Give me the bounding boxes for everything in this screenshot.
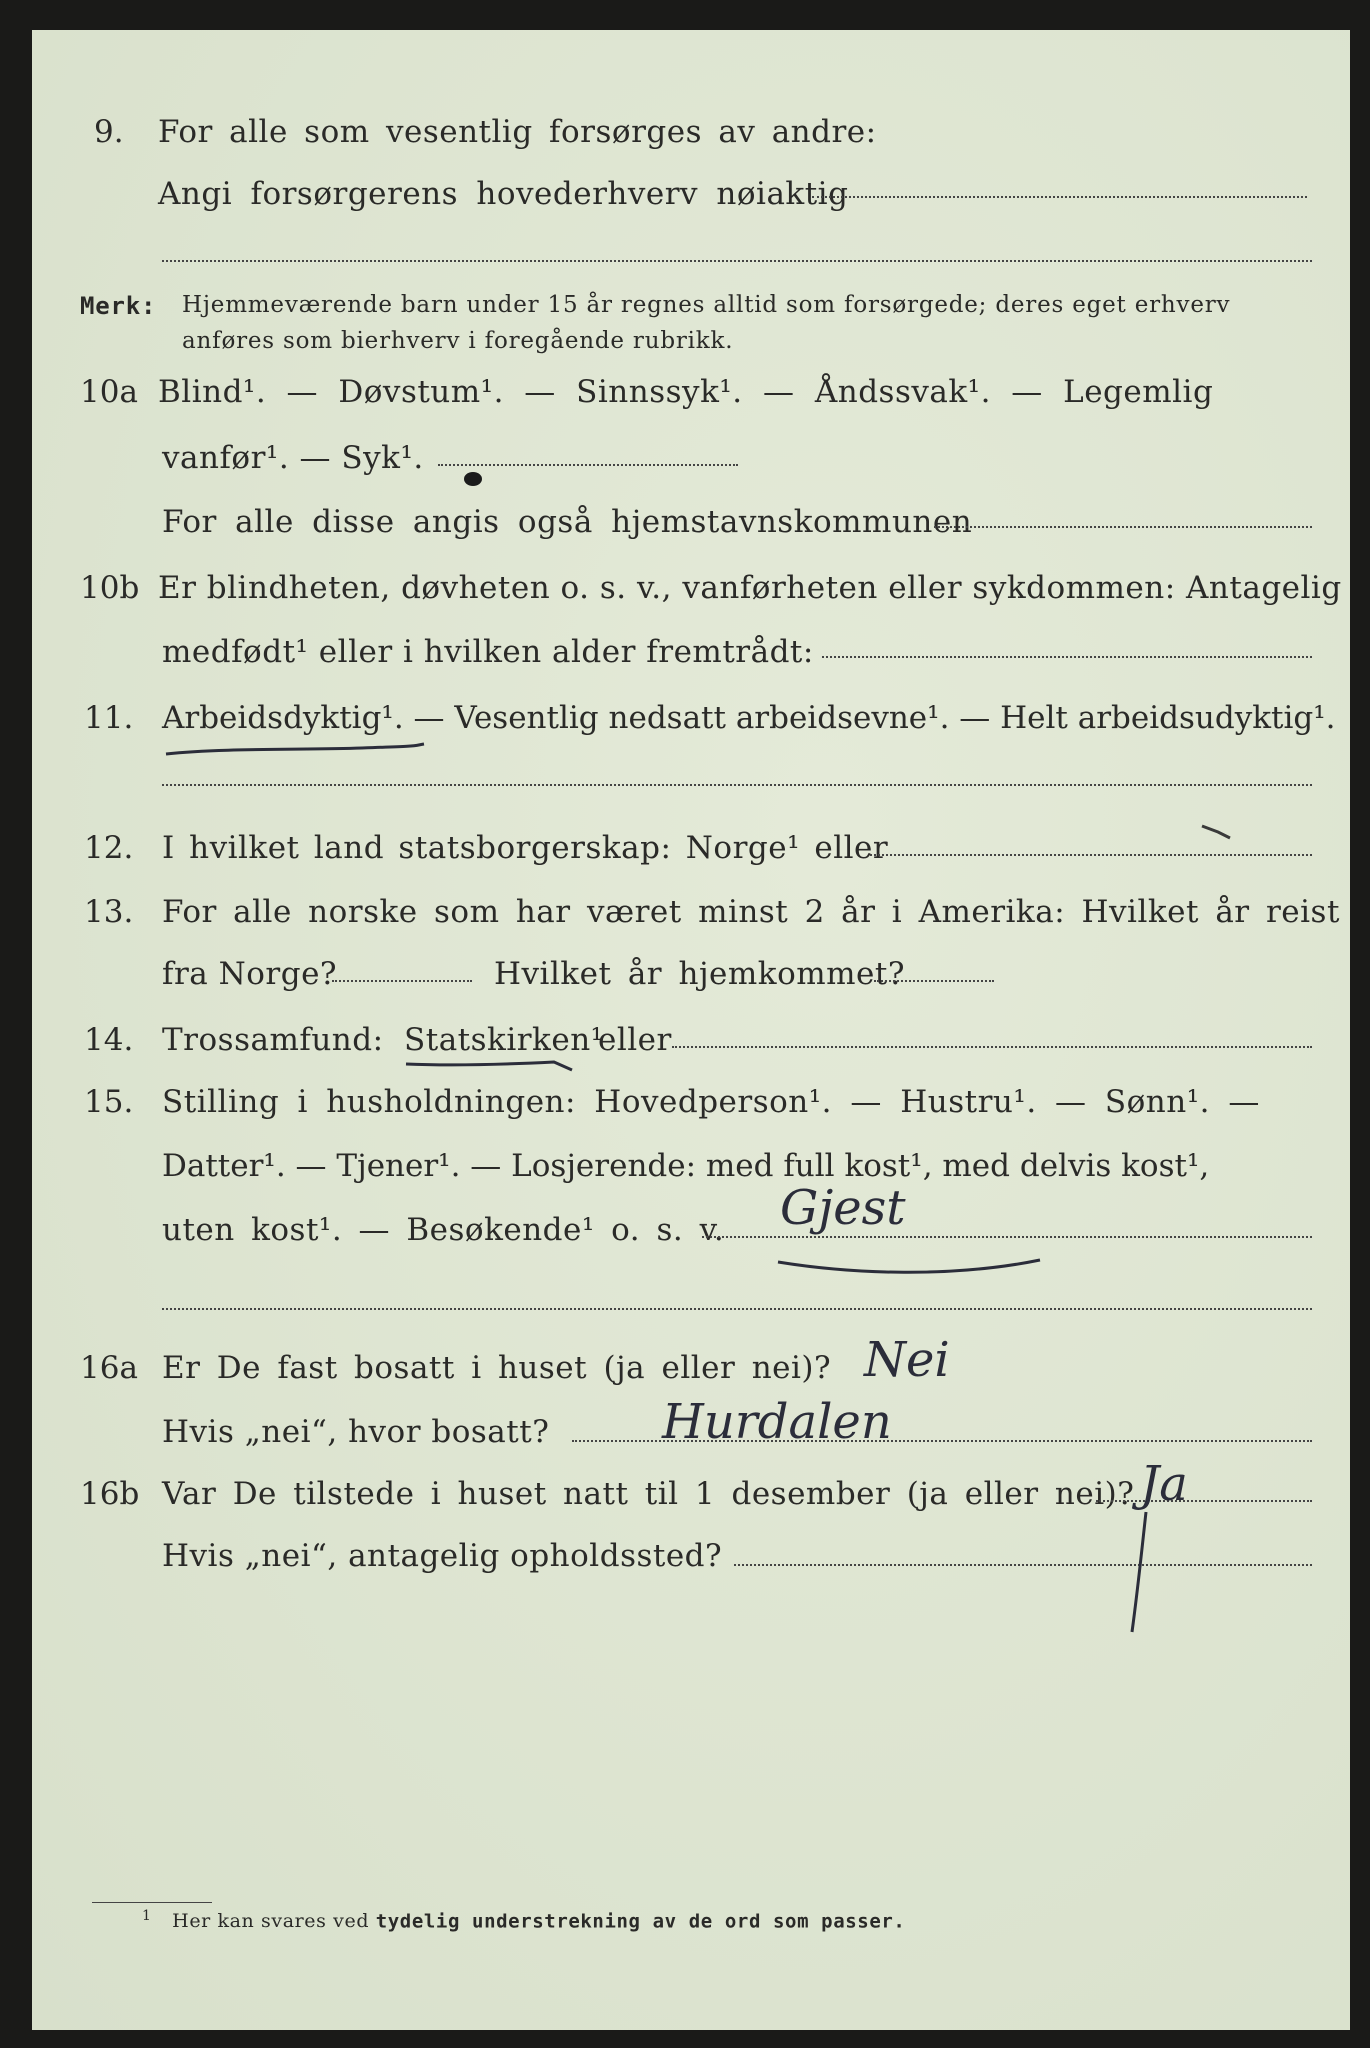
q10a-line1: Blind¹. — Døvstum¹. — Sinnssyk¹. — Åndssvak¹. — Legemlig: [158, 374, 1214, 410]
q15-handwritten-answer: Gjest: [780, 1180, 906, 1236]
q16b-ophold-answer: [734, 1564, 1312, 1566]
q10b-line1: Er blindheten, døvheten o. s. v., vanførheten eller sykdommen: Antagelig: [158, 570, 1342, 606]
q12-ink-tick: [1198, 820, 1238, 844]
q11-line1: Arbeidsdyktig¹. — Vesentlig nedsatt arbeidsevne¹. — Helt arbeidsudyktig¹.: [162, 700, 1336, 736]
q15-line1: Stilling i husholdningen: Hovedperson¹. — Hustru¹. — Sønn¹. —: [162, 1084, 1260, 1120]
q9-line1: For alle som vesentlig forsørges av andre:: [158, 114, 877, 150]
q10b-number: 10b: [80, 570, 140, 606]
q16b-line2: Hvis „nei“, antagelig opholdssted?: [162, 1538, 723, 1574]
q16a-line2: Hvis „nei“, hvor bosatt?: [162, 1414, 550, 1450]
q9-number: 9.: [94, 114, 124, 150]
q14-statskirken: Statskirken¹: [404, 1022, 604, 1058]
q9-line2: Angi forsørgerens hovederhverv nøiaktig: [158, 176, 849, 212]
q10b-line2: medfødt¹ eller i hvilken alder fremtrådt:: [162, 634, 814, 670]
q16a-line1: Er De fast bosatt i huset (ja eller nei)?: [162, 1350, 832, 1386]
q14-label: Trossamfund:: [162, 1022, 384, 1058]
footnote: [142, 1908, 905, 1932]
q15-answer-line: [702, 1236, 1312, 1238]
q13-line2a: fra Norge?: [162, 956, 338, 992]
ink-blot: [464, 472, 482, 486]
q16a-number: 16a: [80, 1350, 138, 1386]
q16b-number: 16b: [80, 1476, 140, 1512]
q13-reist-answer: [332, 980, 472, 982]
q14-handwritten-underline: [404, 1056, 584, 1076]
merk-line1: Hjemmeværende barn under 15 år regnes alltid som forsørgede; deres eget erhverv: [182, 292, 1231, 318]
q9-extra-line: [162, 260, 1312, 262]
q15-line3: uten kost¹. — Besøkende¹ o. s. v.: [162, 1212, 725, 1248]
q10a-line2: vanfør¹. — Syk¹.: [162, 440, 424, 476]
footnote-mark: 1: [142, 1908, 152, 1924]
q15-extra-line: [162, 1308, 1312, 1310]
footnote-bold-text: tydelig understrekning av de ord som passer.: [375, 1910, 906, 1933]
q13-number: 13.: [84, 894, 134, 930]
q16a-handwritten-place: Hurdalen: [662, 1394, 892, 1450]
q15-handwritten-stroke: [772, 1250, 1052, 1290]
q12-answer-line: [870, 854, 1312, 856]
q14-number: 14.: [84, 1022, 134, 1058]
census-form-page: [32, 30, 1350, 2030]
merk-label: Merk:: [80, 292, 157, 320]
q10b-answer-line: [822, 656, 1312, 658]
q16b-answer-line: [1096, 1500, 1312, 1502]
q11-number: 11.: [84, 700, 134, 736]
q11-handwritten-underline: [162, 740, 432, 764]
q15-number: 15.: [84, 1084, 134, 1120]
q15-line2: Datter¹. — Tjener¹. — Losjerende: med full kost¹, med delvis kost¹,: [162, 1148, 1210, 1184]
q9-answer-line: [812, 196, 1307, 198]
q14-answer-line: [672, 1046, 1312, 1048]
q13-line1: For alle norske som har været minst 2 år i Amerika: Hvilket år reist: [162, 894, 1340, 930]
q16b-handwritten-stroke: [1122, 1508, 1162, 1638]
q12-number: 12.: [84, 830, 134, 866]
q14-eller: eller: [598, 1022, 672, 1058]
footnote-text: Her kan svares ved: [172, 1910, 370, 1933]
q13-line2b: Hvilket år hjemkommet?: [494, 956, 905, 992]
q16a-handwritten-answer: Nei: [864, 1332, 950, 1388]
merk-line2: anføres som bierhverv i foregående rubrikk.: [182, 328, 734, 354]
q16b-handwritten-answer: Ja: [1140, 1456, 1188, 1512]
q12-line1: I hvilket land statsborgerskap: Norge¹ eller: [162, 830, 889, 866]
q10a-number: 10a: [80, 374, 138, 410]
q11-answer-line: [162, 784, 1312, 786]
q10a-line2-answer: [438, 464, 738, 466]
q10a-line3: For alle disse angis også hjemstavnskommunen: [162, 504, 973, 540]
footnote-rule: [92, 1902, 212, 1903]
q16b-line1: Var De tilstede i huset natt til 1 desember (ja eller nei)?: [162, 1476, 1135, 1512]
q10a-line3-answer: [934, 526, 1312, 528]
q13-hjemkommet-answer: [874, 980, 994, 982]
